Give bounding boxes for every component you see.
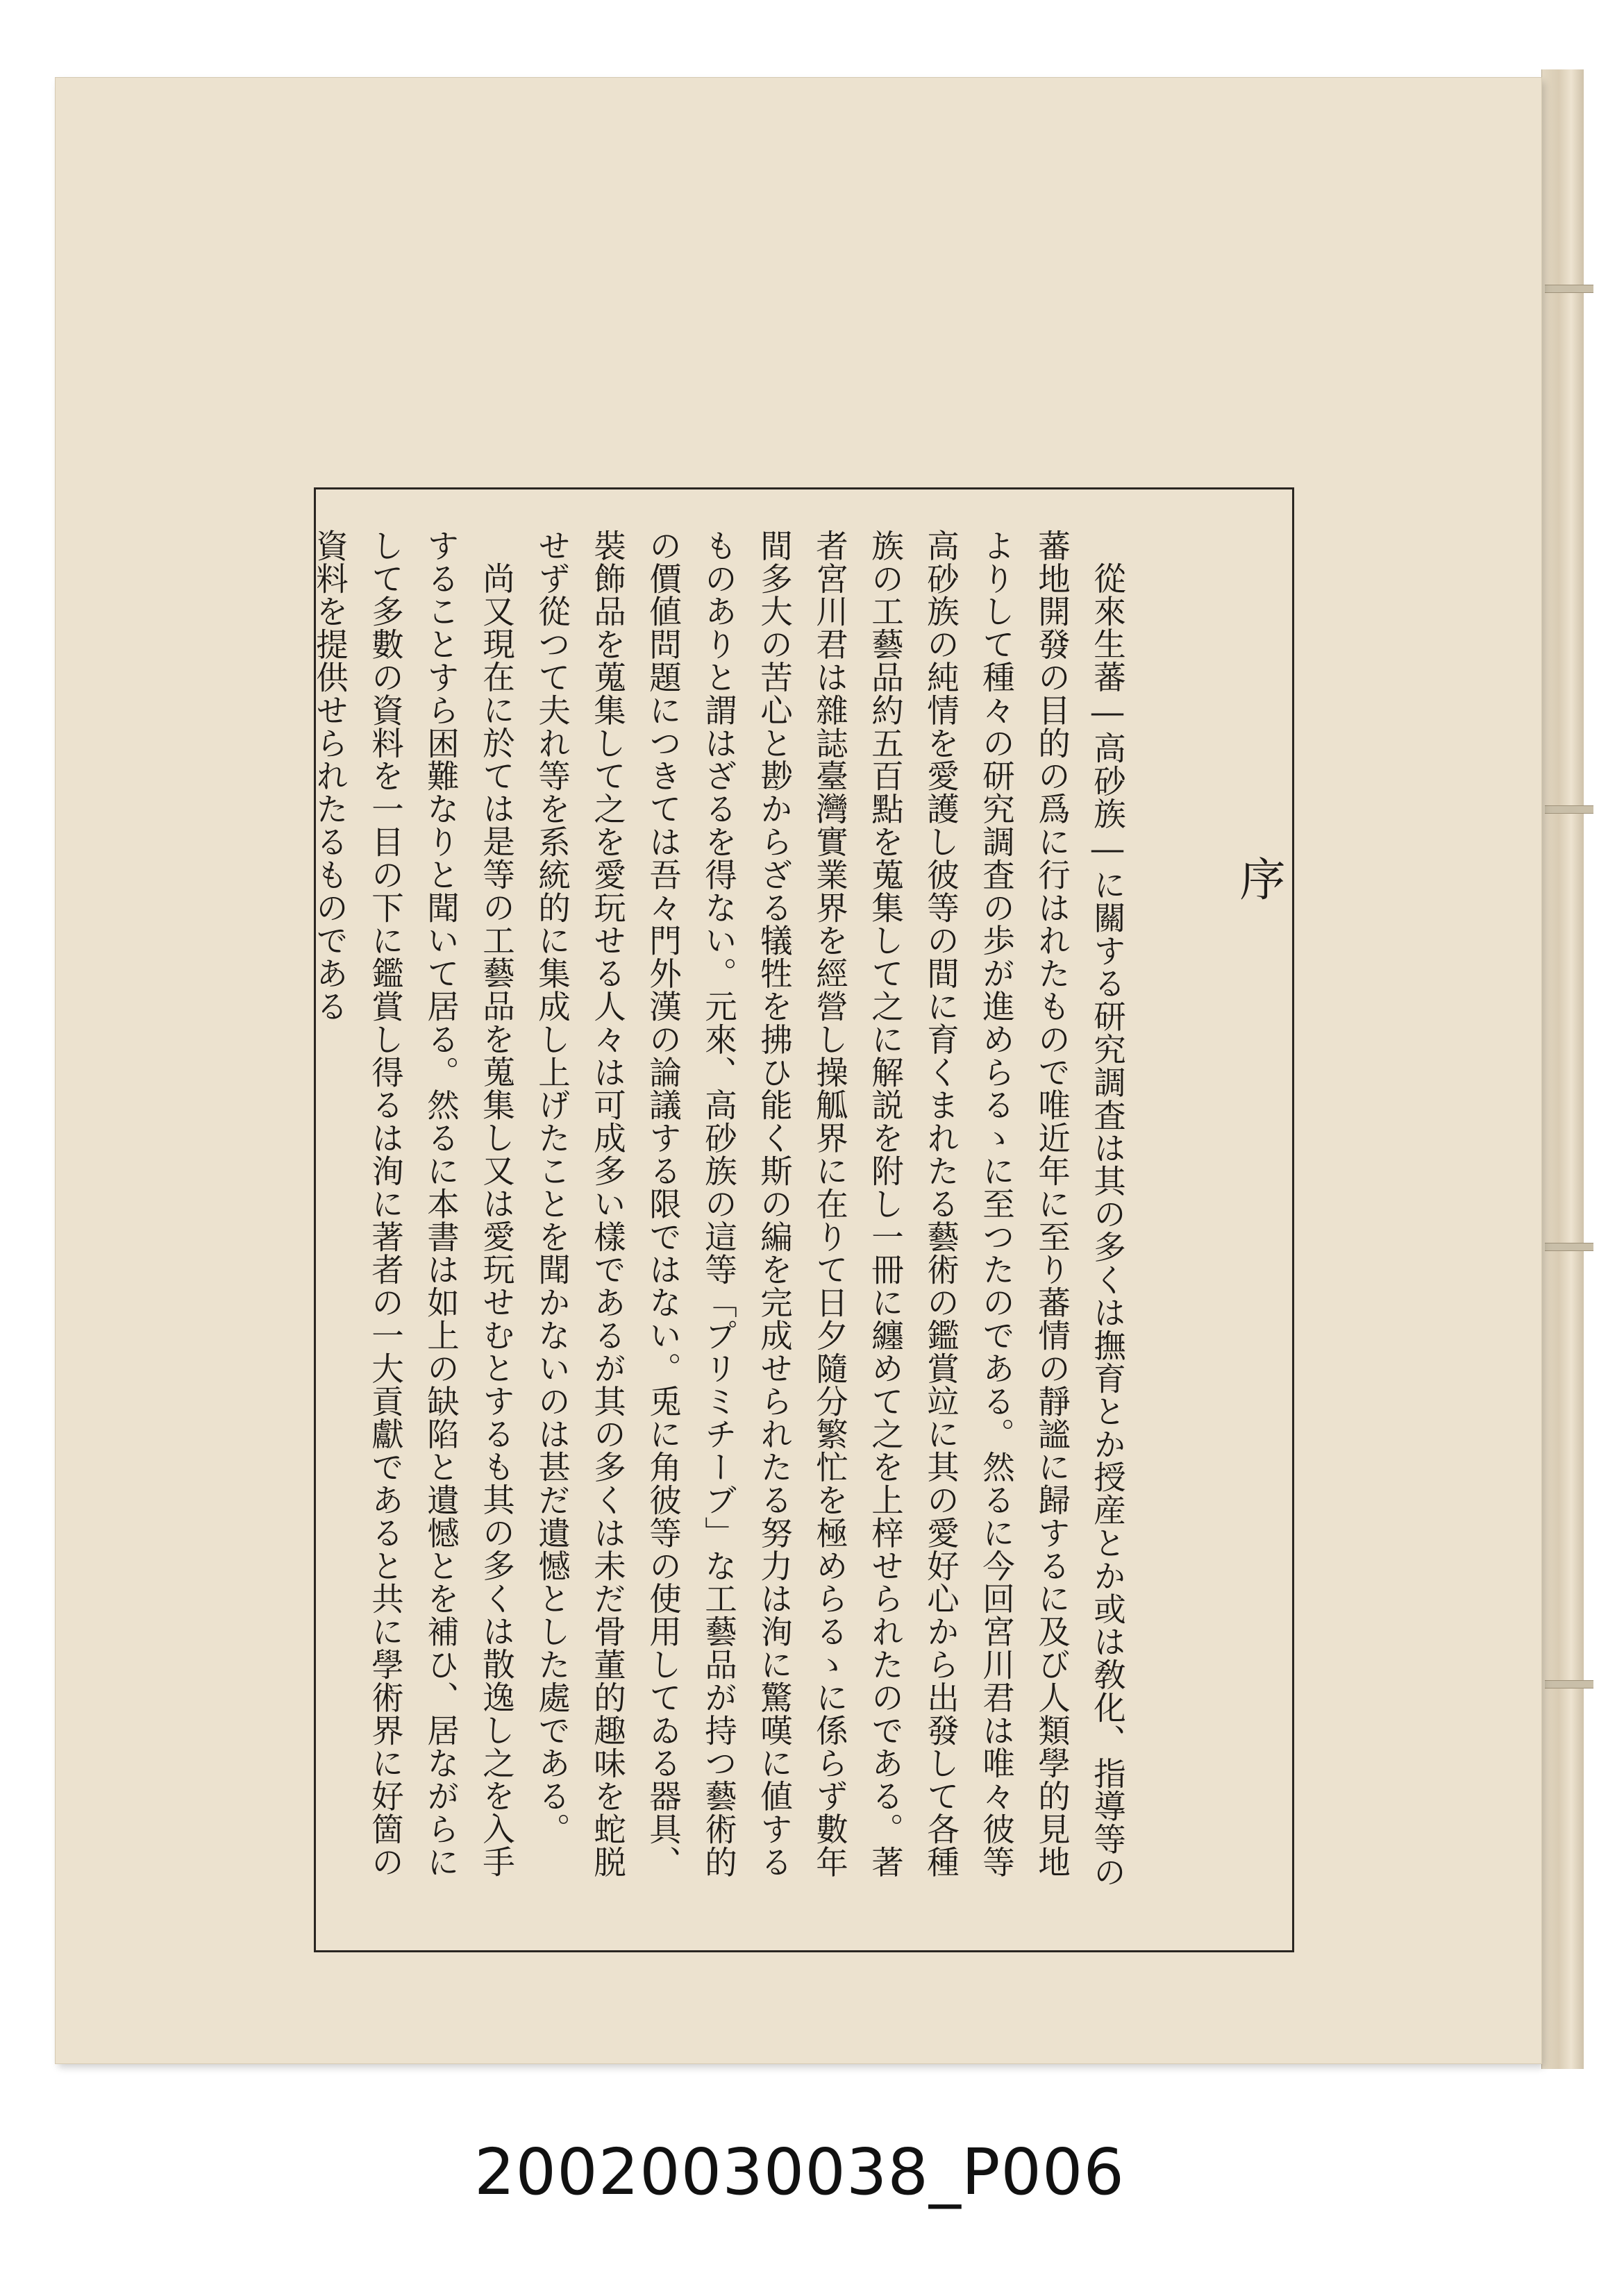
preface-heading: 序 [1232,855,1285,901]
binding-stitch [1545,1680,1593,1689]
binding-stitch [1545,285,1593,293]
book-page [56,78,1541,2063]
paragraph-2: 尚又現在に於ては是等の工藝品を蒐集し又は愛玩せむとするも其の多くは散逸し之を入手することすら困難なりと聞いて居る。然るに本書は如上の缺陷と遺憾とを補ひ、居ながらにして多數の資料を一目の下に鑑賞し得るは洵に著者の一大貢獻であると共に學術界に好箇の資料を提供せられたるものである [311,529,515,1879]
preface-body [311,529,1135,1904]
binding-stitch [1545,805,1593,814]
book-spine-edge [1541,69,1584,2069]
paragraph-1: 從來生蕃―高砂族―に關する研究調査は其の多くは撫育とか授産とか或は敎化、指導等の蕃地開發の目的の爲に行はれたもので唯近年に至り蕃情の靜謐に歸するに及び人類學的見地よりして種々の研究調査の歩が進めらるゝに至つたのである。然るに今回宮川君は唯々彼等高砂族の純情を愛護し彼等の間に育くまれたる藝術の鑑賞竝に其の愛好心から出發して各種族の工藝品約五百點を蒐集して之に解説を附し一冊に纏めて之を上梓せられたのである。著者宮川君は雜誌臺灣實業界を經營し操觚界に在りて日夕隨分繁忙を極めらるゝに係らず數年間多大の苦心と尠からざる犠牲を拂ひ能く斯の編を完成せられたる努力は洵に驚嘆に値するものありと謂はざるを得ない。元來、高砂族の這等「プリミチーブ」な工藝品が持つ藝術的の價値問題につきては吾々門外漢の論議する限ではない。兎に角彼等の使用してゐる器具、裝飾品を蒐集して之を愛玩せる人々は可成多い樣であるが其の多くは未だ骨董的趣味を蛇脱せず從つて夫れ等を系統的に集成し上げたことを聞かないのは甚だ遺憾とした處である。 [533,529,1126,1888]
binding-stitch [1545,1243,1593,1251]
image-caption: 20020030038_P006 [474,2135,1125,2209]
